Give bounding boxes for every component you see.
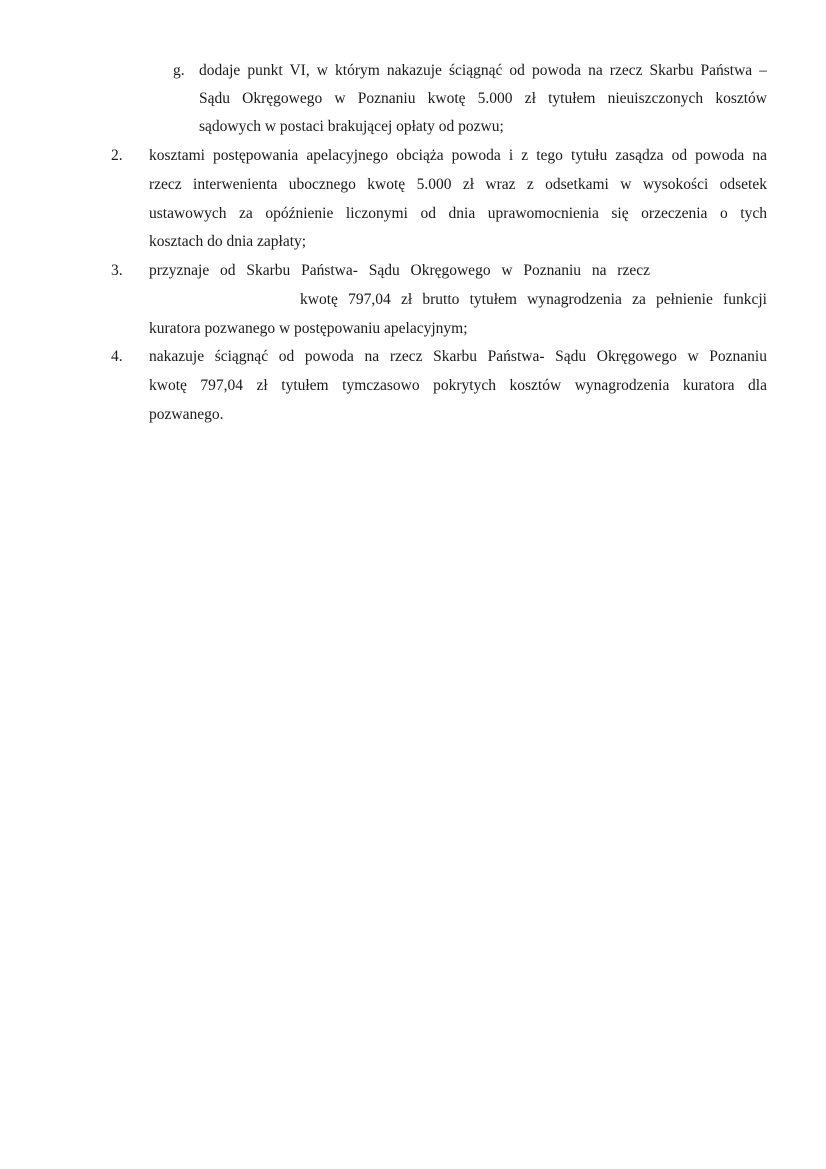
item-2-line-2: rzecz interwenienta ubocznego kwotę 5.000 zł wraz z odsetkami w wysokości odsetek xyxy=(149,176,767,193)
item-3-line-1: przyznaje od Skarbu Państwa- Sądu Okręgowego w Poznaniu na rzecz xyxy=(149,262,650,279)
item-number: 3. xyxy=(111,262,123,279)
sub-item-g-line-1: dodaje punkt VI, w którym nakazuje ściągnąć od powoda na rzecz Skarbu Państwa – xyxy=(199,62,767,79)
sub-item-marker: g. xyxy=(173,62,185,79)
sub-item-g-line-2: Sądu Okręgowego w Poznaniu kwotę 5.000 zł tytułem nieuiszczonych kosztów xyxy=(199,90,767,107)
item-2-line-3: ustawowych za opóźnienie liczonymi od dnia uprawomocnienia się orzeczenia o tych xyxy=(149,205,767,222)
item-3-line-2: kwotę 797,04 zł brutto tytułem wynagrodzenia za pełnienie funkcji xyxy=(300,291,767,308)
item-2-line-4: kosztach do dnia zapłaty; xyxy=(149,233,307,250)
item-4-line-2: kwotę 797,04 zł tytułem tymczasowo pokrytych kosztów wynagrodzenia kuratora dla xyxy=(149,377,767,394)
item-4-line-3: pozwanego. xyxy=(149,406,224,423)
sub-item-g-line-3: sądowych w postaci brakującej opłaty od pozwu; xyxy=(199,118,504,135)
item-3-line-3: kuratora pozwanego w postępowaniu apelacyjnym; xyxy=(149,320,468,337)
item-number: 4. xyxy=(111,348,123,365)
item-4-line-1: nakazuje ściągnąć od powoda na rzecz Skarbu Państwa- Sądu Okręgowego w Poznaniu xyxy=(149,348,767,365)
item-2-line-1: kosztami postępowania apelacyjnego obciąża powoda i z tego tytułu zasądza od powoda na xyxy=(149,147,767,164)
item-number: 2. xyxy=(111,147,123,164)
